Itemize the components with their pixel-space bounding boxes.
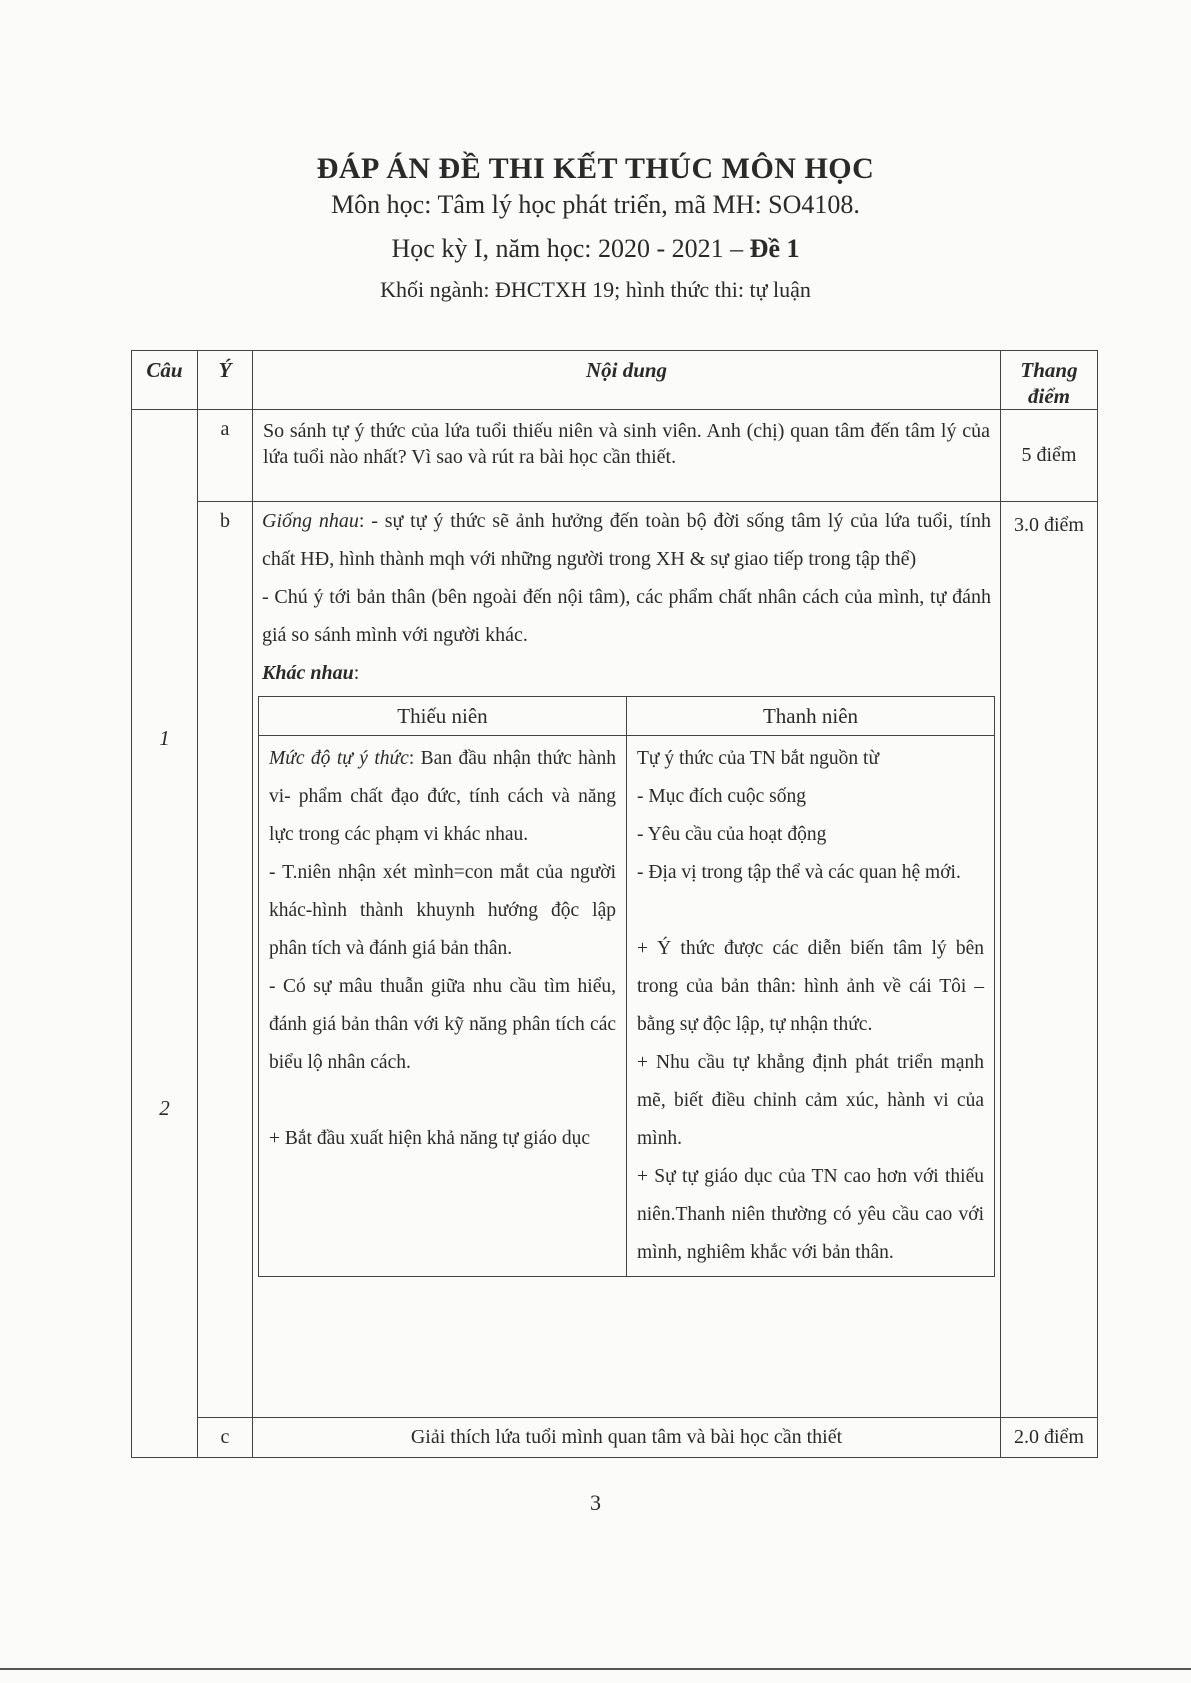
thieu-nien-para-4: + Bắt đầu xuất hiện khả năng tự giáo dục xyxy=(269,1128,591,1149)
page-number: 3 xyxy=(590,1490,601,1515)
self-attention-paragraph: - Chú ý tới bản thân (bên ngoài đến nội tâm), các phẩm chất nhân cách của mình, tự đánh giá so sánh mình với người khác. xyxy=(262,586,991,646)
score-b: 3.0 điểm xyxy=(1001,502,1098,1418)
thanh-nien-para-6: + Nhu cầu tự khẳng định phát triển mạnh mẽ, biết điều chỉnh cảm xúc, hành vi của mình. xyxy=(637,1052,984,1149)
question-a-text: So sánh tự ý thức của lứa tuổi thiếu niên và sinh viên. Anh (chị) quan tâm đến tâm lý của lứa tuổi nào nhất? Vì sao và rút ra bài học cần thiết. xyxy=(253,410,1001,502)
header-y: Ý xyxy=(198,351,253,410)
answer-c-text: Giải thích lứa tuổi mình quan tâm và bài học cần thiết xyxy=(253,1418,1001,1458)
document-title: ĐÁP ÁN ĐỀ THI KẾT THÚC MÔN HỌC xyxy=(316,152,875,185)
scan-edge-line xyxy=(0,1668,1191,1670)
header-thieu-nien: Thiếu niên xyxy=(259,697,627,736)
thanh-nien-para-2: - Mục đích cuộc sống xyxy=(637,786,806,807)
subject-line: Môn học: Tâm lý học phát triển, mã MH: SO4108. xyxy=(331,190,860,219)
semester-text: Học kỳ I, năm học: 2020 - 2021 – xyxy=(391,234,750,263)
header-noi-dung: Nội dung xyxy=(253,351,1001,410)
thanh-nien-para-7: + Sự tự giáo dục của TN cao hơn với thiếu niên.Thanh niên thường có yêu cầu cao với mình, nghiêm khắc với bản thân. xyxy=(637,1166,984,1263)
thanh-nien-para-1: Tự ý thức của TN bắt nguồn từ xyxy=(637,748,880,769)
cau-cell xyxy=(132,410,198,1458)
score-c: 2.0 điểm xyxy=(1001,1418,1098,1458)
header-thang-diem: Thang điểm xyxy=(1001,351,1098,410)
thieu-nien-para-3: - Có sự mâu thuẫn giữa nhu cầu tìm hiểu, đánh giá bản thân với kỹ năng phân tích các biểu lộ nhân cách. xyxy=(269,976,616,1073)
program-line: Khối ngành: ĐHCTXH 19; hình thức thi: tự luận xyxy=(380,277,811,302)
y-c: c xyxy=(198,1418,253,1458)
answer-b-content xyxy=(253,502,1001,1418)
thanh-nien-para-3: - Yêu cầu của hoạt động xyxy=(637,824,827,845)
header-thanh-nien: Thanh niên xyxy=(627,697,995,736)
header-cau: Câu xyxy=(132,351,198,410)
semester-line xyxy=(0,234,1191,264)
cau-number-1: 1 xyxy=(159,726,170,750)
cau-number-2: 2 xyxy=(159,1096,170,1120)
exam-code: Đề 1 xyxy=(749,234,800,263)
thanh-nien-content xyxy=(627,736,995,1277)
thieu-nien-content xyxy=(259,736,627,1277)
y-a: a xyxy=(198,410,253,502)
similarity-paragraph xyxy=(262,502,991,578)
similarity-label: Giống nhau xyxy=(262,510,359,532)
answer-table xyxy=(131,350,1098,1458)
score-a: 5 điểm xyxy=(1001,410,1098,502)
comparison-table xyxy=(258,696,995,1277)
thieu-nien-para-2: - T.niên nhận xét mình=con mắt của người khác-hình thành khuynh hướng độc lập phân tích và đánh giá bản thân. xyxy=(269,862,616,959)
thieu-nien-para-1: Mức độ tự ý thức: Ban đầu nhận thức hành vi- phẩm chất đạo đức, tính cách và năng lực trong các phạm vi khác nhau. xyxy=(269,748,617,845)
thanh-nien-para-5: + Ý thức được các diễn biến tâm lý bên trong của bản thân: hình ảnh về cái Tôi – bằng sự độc lập, tự nhận thức. xyxy=(637,938,984,1035)
self-awareness-label: Mức độ tự ý thức xyxy=(269,748,409,769)
difference-heading: Khác nhau: xyxy=(262,662,360,684)
similarity-text: : - sự tự ý thức sẽ ảnh hưởng đến toàn bộ đời sống tâm lý của lứa tuổi, tính chất HĐ, hình thành mqh với những người trong XH & sự giao tiếp trong tập thể) xyxy=(262,510,991,570)
difference-label: Khác nhau xyxy=(262,662,354,684)
y-b: b xyxy=(198,502,253,1418)
thanh-nien-para-4: - Địa vị trong tập thể và các quan hệ mới. xyxy=(637,862,961,883)
